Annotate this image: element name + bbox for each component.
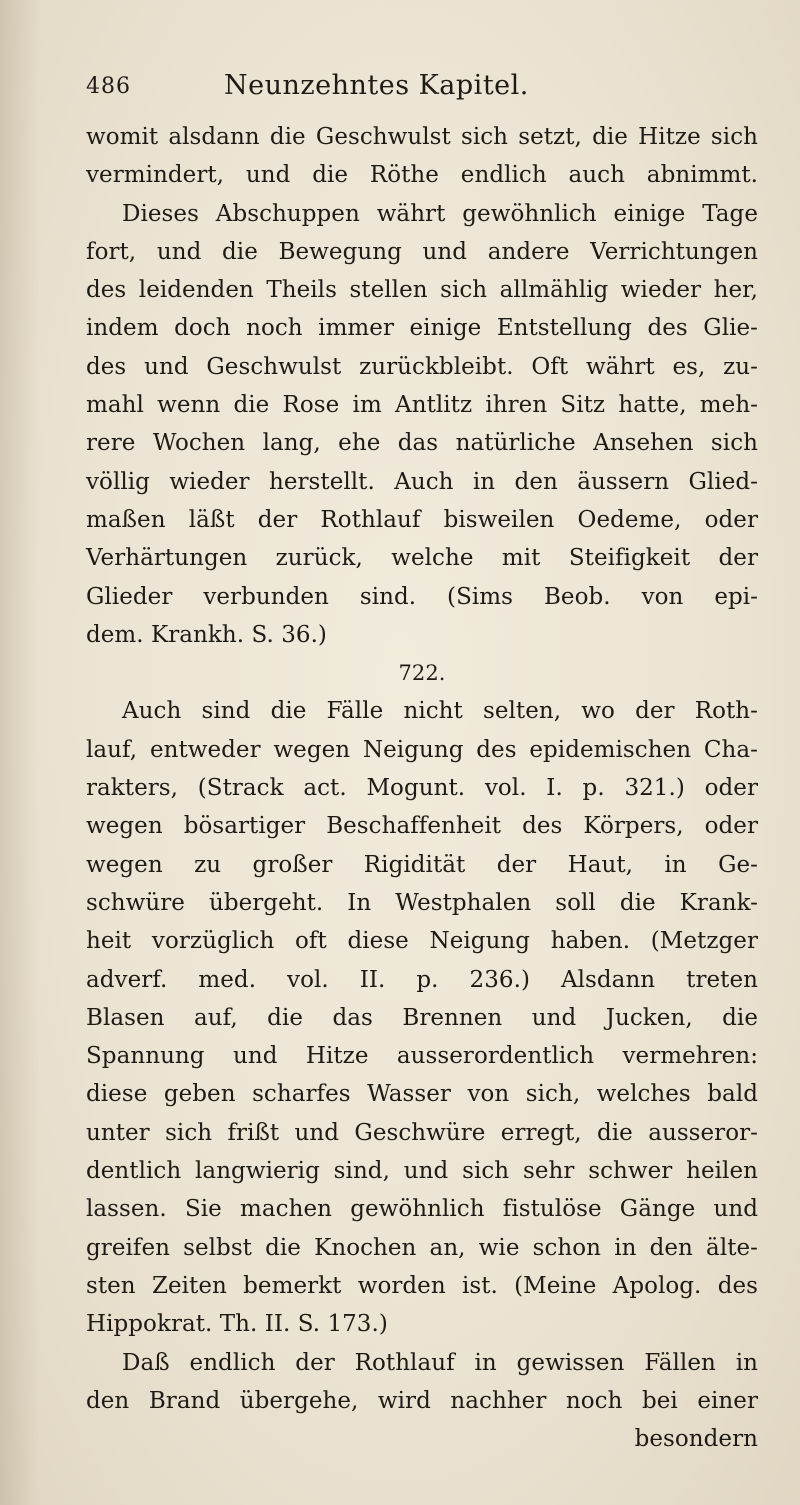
text-line: schwüre übergeht. In Westphalen soll die Krank- xyxy=(86,889,758,916)
text-line: greifen selbst die Knochen an, wie schon in den älte- xyxy=(86,1234,758,1261)
text-line: unter sich frißt und Geschwüre erregt, die ausseror- xyxy=(86,1119,758,1146)
text-line: fort, und die Bewegung und andere Verrichtungen xyxy=(86,238,758,265)
binding-shadow xyxy=(0,0,40,1505)
text-line: wegen bösartiger Beschaffenheit des Körpers, oder xyxy=(86,813,758,840)
text-line: womit alsdann die Geschwulst sich setzt, die Hitze sich xyxy=(86,124,758,150)
catchword: besondern xyxy=(634,1426,758,1453)
text-line: des und Geschwulst zurückbleibt. Oft währt es, zu- xyxy=(86,353,758,380)
page-number: 486 xyxy=(86,74,131,99)
text-line: lauf, entweder wegen Neigung des epidemischen Cha- xyxy=(86,736,758,763)
text-line: rakters, (Strack act. Mogunt. vol. I. p. 321.) oder xyxy=(86,775,758,802)
text-line: Spannung und Hitze ausserordentlich vermehren: xyxy=(86,1043,758,1070)
text-line: Hippokrat. Th. II. S. 173.) xyxy=(86,1311,388,1338)
text-line: Verhärtungen zurück, welche mit Steifigkeit der xyxy=(86,545,758,572)
text-line: Dieses Abschuppen währt gewöhnlich einige Tage xyxy=(122,200,758,227)
text-line: indem doch noch immer einige Entstellung des Glie- xyxy=(86,315,758,342)
text-line: dem. Krankh. S. 36.) xyxy=(86,621,327,648)
text-line: den Brand übergehe, wird nachher noch bei einer xyxy=(86,1387,758,1414)
text-line: Blasen auf, die das Brennen und Jucken, die xyxy=(86,1004,758,1031)
text-line: völlig wieder herstellt. Auch in den äussern Glied- xyxy=(86,468,758,495)
text-line: maßen läßt der Rothlauf bisweilen Oedeme, oder xyxy=(86,506,758,533)
text-line: Glieder verbunden sind. (Sims Beob. von epi- xyxy=(86,583,758,610)
text-line: mahl wenn die Rose im Antlitz ihren Sitz hatte, meh- xyxy=(86,392,758,419)
text-line: Daß endlich der Rothlauf in gewissen Fällen in xyxy=(122,1349,758,1376)
running-title: Neunzehntes Kapitel. xyxy=(224,70,529,101)
text-line: vermindert, und die Röthe endlich auch abnimmt. xyxy=(86,162,758,189)
text-line: rere Wochen lang, ehe das natürliche Ansehen sich xyxy=(86,430,758,457)
body-text xyxy=(86,118,758,1458)
section-number: 722. xyxy=(398,661,446,686)
page-header xyxy=(86,70,746,110)
text-line: des leidenden Theils stellen sich allmählig wieder her, xyxy=(86,277,758,304)
text-line: heit vorzüglich oft diese Neigung haben. (Metzger xyxy=(86,928,758,955)
text-line: wegen zu großer Rigidität der Haut, in Ge- xyxy=(86,851,758,878)
text-line: sten Zeiten bemerkt worden ist. (Meine Apolog. des xyxy=(86,1272,758,1299)
text-line: adverf. med. vol. II. p. 236.) Alsdann treten xyxy=(86,966,758,993)
text-line: lassen. Sie machen gewöhnlich fistulöse Gänge und xyxy=(86,1196,758,1223)
text-line: dentlich langwierig sind, und sich sehr schwer heilen xyxy=(86,1158,758,1185)
text-line: diese geben scharfes Wasser von sich, welches bald xyxy=(86,1081,758,1108)
text-line: Auch sind die Fälle nicht selten, wo der Roth- xyxy=(122,698,758,725)
